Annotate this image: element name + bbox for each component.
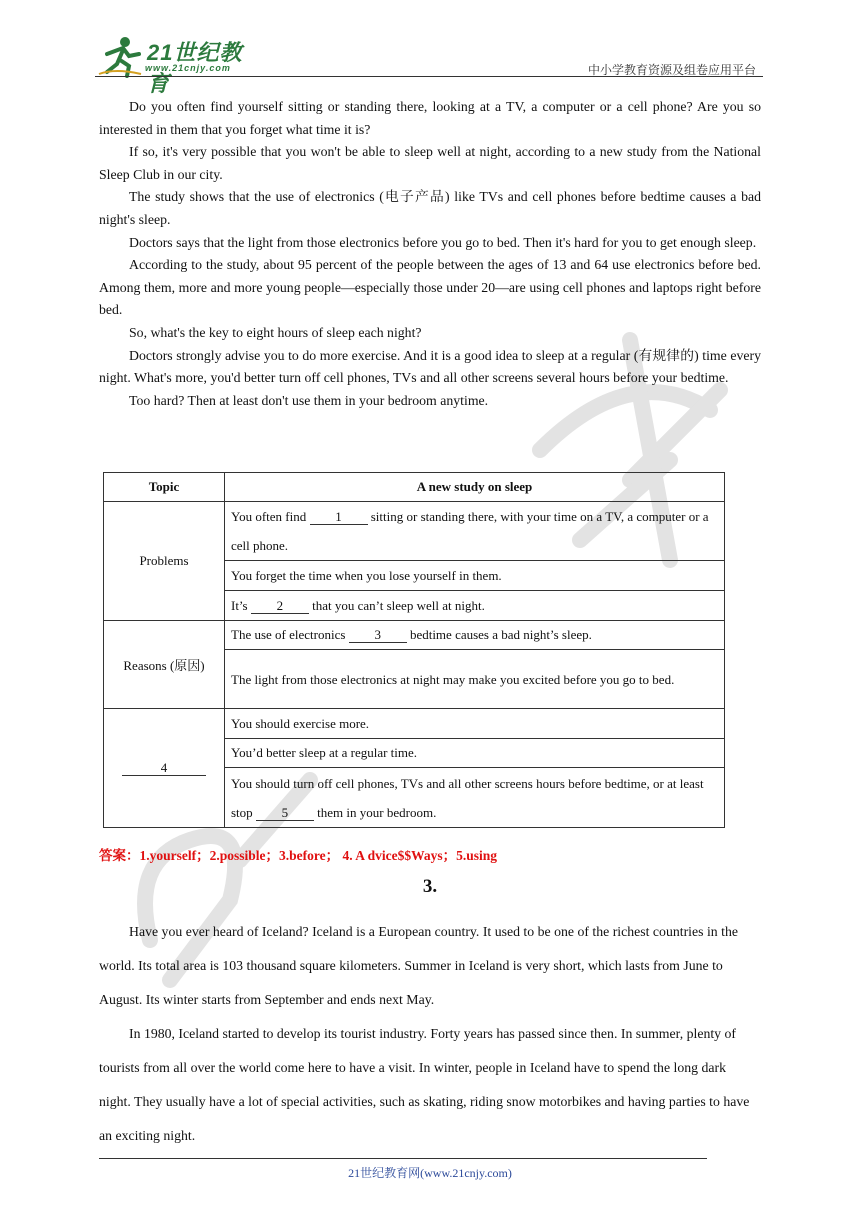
table-row	[104, 621, 725, 650]
passage-3	[99, 915, 761, 1153]
paragraph: Doctors strongly advise you to do more exercise. And it is a good idea to sleep at a regular (有规律的) time every night. What's more, you'd better turn off cell phones, TVs and all other screens several hours before your bedtime.	[99, 347, 761, 386]
paragraph: Doctors says that the light from those electronics before you go to bed. Then it's hard for you to get enough sleep.	[129, 234, 757, 250]
footer-divider	[99, 1158, 707, 1159]
paragraph: Do you often find yourself sitting or standing there, looking at a TV, a computer or a cell phone? Are you so interested in them that you forget what time it is?	[99, 99, 761, 137]
blank-2[interactable]: 2	[251, 599, 309, 614]
exercise-table	[103, 472, 725, 828]
reasons-label: Reasons (原因)	[104, 621, 225, 709]
row-3-pre: It’s	[231, 597, 248, 613]
row-5: The light from those electronics at night may make you excited before you go to bed.	[225, 650, 725, 709]
logo-url: www.21cnjy.com	[145, 63, 231, 73]
runner-logo-icon	[95, 34, 145, 78]
blank-5[interactable]: 5	[256, 806, 314, 821]
platform-title: 中小学教育资源及组卷应用平台	[587, 63, 756, 77]
header-divider	[95, 76, 763, 77]
row-3	[225, 591, 725, 621]
row-1-post: sitting or standing there, with your time on a TV, a computer or a cell phone.	[231, 509, 709, 553]
row-3-post: that you can’t sleep well at night.	[312, 597, 485, 613]
blank-4-cell	[104, 709, 225, 828]
paragraph: In 1980, Iceland started to develop its tourist industry. Forty years has passed since then. In summer, plenty of tourists from all over the world come here to have a visit. In winter, people in Iceland have to spend the long dark night. They usually have a lot of special activities, such as skating, riding snow motorbikes and having parties to have an exciting night.	[99, 1026, 750, 1143]
header-study: A new study on sleep	[225, 473, 725, 502]
row-1-pre: You often find	[231, 509, 307, 524]
row-4	[225, 621, 725, 650]
blank-1[interactable]: 1	[310, 510, 368, 525]
blank-3[interactable]: 3	[349, 628, 407, 643]
page-header	[95, 34, 760, 96]
paragraph: If so, it's very possible that you won't be able to sleep well at night, according to a new study from the National Sleep Club in our city.	[99, 144, 761, 182]
paragraph: Have you ever heard of Iceland? Iceland is a European country. It used to be one of the richest countries in the world. Its total area is 103 thousand square kilometers. Summer in Iceland is very short, which lasts from June to August. Its winter starts from September and ends next May.	[99, 924, 738, 1007]
header-topic: Topic	[104, 473, 225, 502]
blank-4[interactable]: 4	[122, 761, 206, 776]
row-8	[225, 768, 725, 828]
row-8-post: them in your bedroom.	[317, 804, 437, 820]
row-4-pre: The use of electronics	[231, 627, 346, 642]
paragraph: According to the study, about 95 percent of the people between the ages of 13 and 64 use electronics before bed. Among them, more and more young people—especially those under 20—are using cell phones and laptops right before bed.	[99, 257, 761, 318]
site-logo[interactable]	[95, 34, 265, 96]
row-8-pre: You should turn off cell phones, TVs and all other screens hours before bedtime, or at least stop	[231, 775, 704, 820]
row-1	[225, 502, 725, 561]
table-header-row	[104, 473, 725, 502]
passage-2	[99, 96, 761, 412]
row-4-post: bedtime causes a bad night’s sleep.	[409, 627, 592, 642]
problems-label: Problems	[104, 502, 225, 621]
table-row	[104, 709, 725, 739]
paragraph: So, what's the key to eight hours of sleep each night?	[129, 324, 422, 340]
row-7: You’d better sleep at a regular time.	[225, 739, 725, 768]
table-row	[104, 502, 725, 561]
paragraph: Too hard? Then at least don't use them in your bedroom anytime.	[129, 392, 489, 408]
logo-text: 21世纪教育	[147, 40, 243, 96]
row-2: You forget the time when you lose yourself in them.	[225, 561, 725, 591]
answer-key: 答案：1.yourself；2.possible；3.before； 4. A dvice$$Ways；5.using	[99, 848, 498, 863]
row-6: You should exercise more.	[225, 709, 725, 739]
paragraph: The study shows that the use of electronics (电子产品) like TVs and cell phones before bedtime causes a bad night's sleep.	[99, 189, 761, 227]
footer-link[interactable]: 21世纪教育网(www.21cnjy.com)	[348, 1166, 512, 1180]
section-title: 3.	[422, 876, 438, 897]
